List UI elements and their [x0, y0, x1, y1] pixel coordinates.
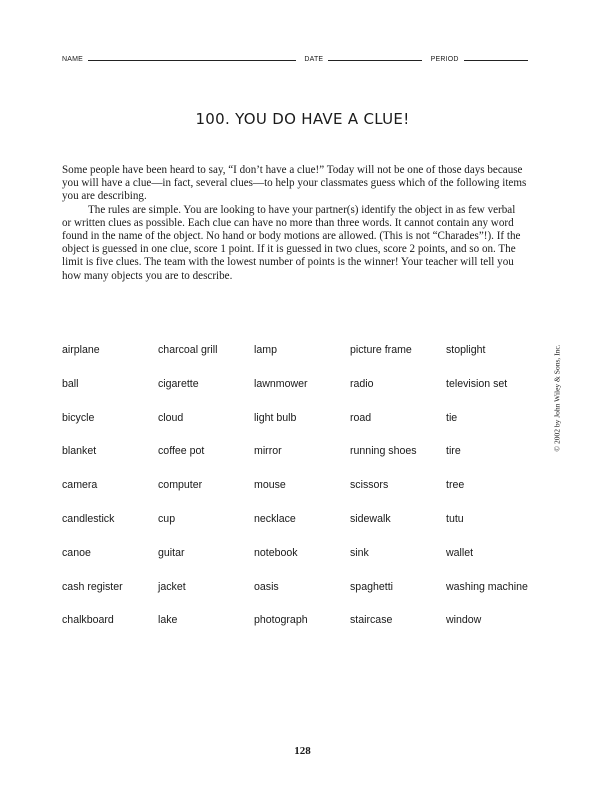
period-label: PERIOD — [430, 56, 459, 63]
object-item: canoe — [62, 546, 91, 559]
period-blank[interactable] — [464, 54, 528, 61]
object-item: camera — [62, 479, 98, 492]
date-blank[interactable] — [328, 54, 422, 61]
object-item: scissors — [350, 479, 389, 492]
object-item: lamp — [254, 344, 277, 356]
object-item: road — [350, 411, 372, 424]
object-item: lake — [158, 614, 178, 627]
object-item: window — [446, 614, 482, 627]
object-item: candlestick — [62, 512, 115, 525]
object-item: computer — [158, 479, 203, 492]
object-item: cup — [158, 512, 176, 525]
object-item: blanket — [62, 445, 97, 458]
object-item: spaghetti — [350, 580, 393, 593]
object-item: airplane — [62, 344, 100, 356]
object-item: lawnmower — [254, 377, 308, 390]
object-item: mirror — [254, 445, 282, 458]
object-item: radio — [350, 377, 374, 390]
object-item: notebook — [254, 546, 298, 559]
object-item: wallet — [446, 546, 474, 559]
page-number: 128 — [294, 745, 311, 757]
object-item: mouse — [254, 479, 286, 492]
object-item: necklace — [254, 512, 296, 525]
object-item: coffee pot — [158, 445, 205, 458]
name-blank[interactable] — [88, 54, 296, 61]
instructions — [62, 164, 527, 283]
object-item: jacket — [158, 580, 186, 593]
object-item: washing machine — [446, 580, 528, 593]
object-item: picture frame — [350, 344, 412, 356]
object-item: cigarette — [158, 377, 199, 390]
worksheet-title: 100. YOU DO HAVE A CLUE! — [195, 110, 410, 128]
student-info-line — [62, 54, 532, 63]
object-item: bicycle — [62, 411, 95, 424]
object-item: light bulb — [254, 411, 297, 424]
object-item: tutu — [446, 512, 464, 525]
object-item: television set — [446, 377, 508, 390]
copyright-notice: © 2002 by John Wiley & Sons, Inc. — [552, 344, 562, 452]
object-item: tree — [446, 479, 465, 492]
objects-grid — [62, 336, 542, 640]
object-item: chalkboard — [62, 614, 114, 627]
object-item: tire — [446, 445, 461, 458]
object-item: cloud — [158, 411, 184, 424]
object-item: charcoal grill — [158, 344, 218, 356]
object-item: guitar — [158, 546, 185, 559]
rules-paragraph: The rules are simple. You are looking to have your partner(s) identify the object in as few verbal or written clues as possible. Each clue can have no more than three words. It cannot contain any word found in the name of the object. No hand or body motions are allowed. (This is not “Charades”!). If the object is guessed in one clue, score 1 point. If it is guessed in two clues, score 2 points, and so on. The limit is five clues. The team with the lowest number of points is the winner! Your teacher will tell you how many objects you are to describe. — [62, 203, 521, 282]
object-item: running shoes — [350, 445, 417, 458]
object-item: sink — [350, 546, 369, 559]
object-item: stoplight — [446, 344, 486, 356]
object-item: sidewalk — [350, 512, 391, 525]
intro-paragraph: Some people have been heard to say, “I don’t have a clue!” Today will not be one of those days because you will have a clue—in fact, several clues—to help your classmates guess which of the following items you are describing. — [62, 164, 527, 203]
object-item: ball — [62, 377, 79, 390]
object-item: tie — [446, 411, 458, 424]
name-label: NAME — [62, 56, 84, 63]
object-item: staircase — [350, 614, 393, 627]
object-item: cash register — [62, 580, 123, 593]
object-item: photograph — [254, 614, 308, 627]
date-label: DATE — [304, 56, 324, 63]
object-item: oasis — [254, 580, 279, 593]
